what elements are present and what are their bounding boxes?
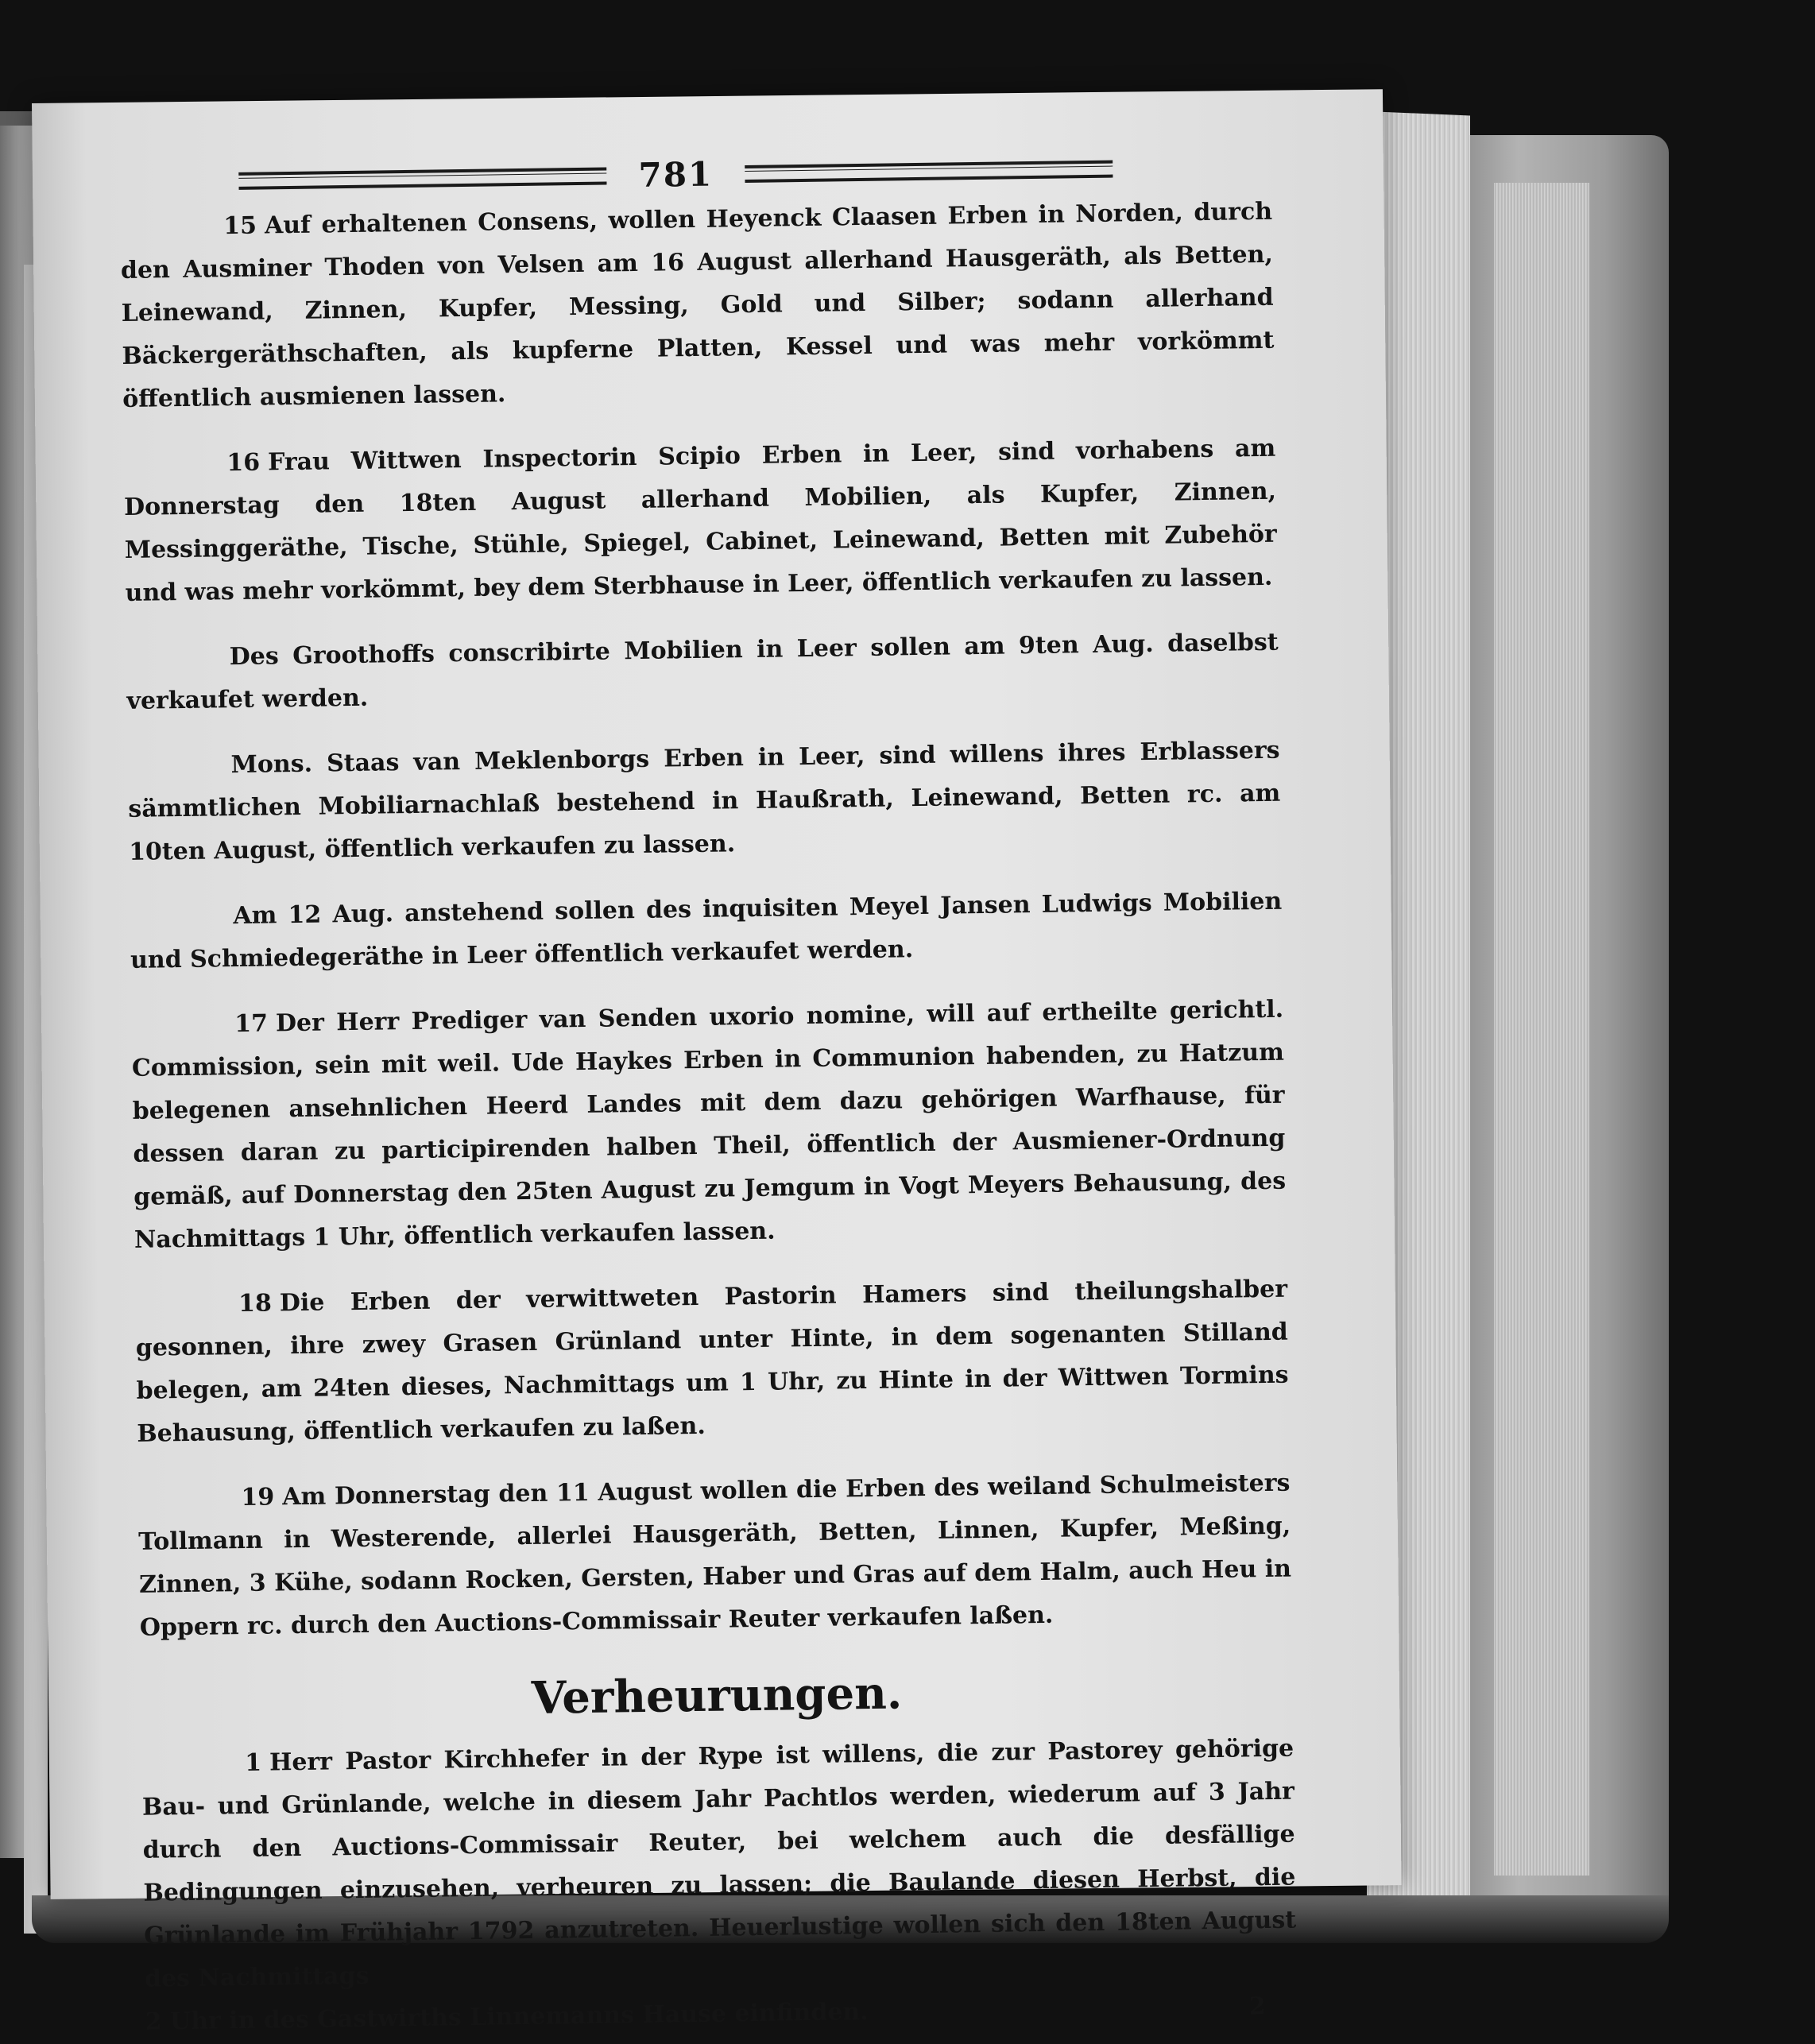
header-rule-left (238, 167, 606, 189)
notice-entry (135, 1268, 1290, 1456)
last-line: 2 Uhr in des Gastwirths Linnemanns Hause einfinden. (145, 1998, 869, 2036)
notice-entry (126, 621, 1279, 723)
section-title: Verheurungen. (531, 1667, 903, 1725)
page-number: 781 (638, 154, 714, 195)
entry-number: 15 (223, 211, 257, 241)
entry-text: Der Herr Prediger van Senden uxorio nomine, will auf ertheilte gerichtl. Commission, sein mit weil. Ude Haykes Erben in Communion habenden, zu Hatzum belegenen ansehnlichen Heerd Landes mit dem dazu gehörigen Warfhause, für dessen daran zu participirenden halben Theil, öffentlich der Ausmiener-Ordnung gemäß, auf Donnerstag den 25ten August zu Jemgum in Vogt Meyers Behausung, des Nachmittags 1 Uhr, öffentlich verkaufen lassen. (131, 995, 1287, 1254)
entry-text: Herr Pastor Kirchhefer in der Rype ist willens, die zur Pastorey gehörige Bau- und Grünlande, welche in diesem Jahr Pachtlos werden, wiederum auf 3 Jahr durch den Auctions-Commissair Reuter, bei welchem auch die desfällige Bedingungen einzusehen, verheuren zu lassen; die Baulande diesen Herbst, die Grünlande im Frühjahr 1792 anzutreten. Heuerlustige wollen sich den 18ten August des Nachmittags (141, 1734, 1297, 1993)
entry-text: Am 12 Aug. anstehend sollen des inquisiten Meyel Jansen Ludwigs Mobilien und Schmiedegeräthe in Leer öffentlich verkaufet werden. (130, 887, 1283, 974)
notice-entry (123, 428, 1278, 615)
section-entry (141, 1728, 1297, 2001)
entry-number: 18 (238, 1289, 273, 1318)
cover-page-edges (1494, 183, 1589, 1876)
notice-entry (131, 989, 1287, 1262)
entry-text: Die Erben der verwittweten Pastorin Hamers sind theilungshalber gesonnen, ihre zwey Grasen Grünland unter Hinte, in dem sogenanten Stilland belegen, am 24ten dieses, Nachmittags um 1 Uhr, zu Hinte in der Wittwen Tormins Behausung, öffentlich verkaufen zu laßen. (135, 1275, 1289, 1448)
entry-text: Auf erhaltenen Consens, wollen Heyenck Claasen Erben in Norden, durch den Ausminer Thoden von Velsen am 16 August allerhand Hausgeräth, als Betten, Leinewand, Zinnen, Kupfer, Messing, Gold und Silber; sodann allerhand Bäckergeräthschaften, als kupferne Platten, Kessel und was mehr vorkömmt öffentlich ausmienen lassen. (120, 197, 1275, 413)
entry-text: Frau Wittwen Inspectorin Scipio Erben in Leer, sind vorhabens am Donnerstag den 18ten August allerhand Mobilien, als Kupfer, Zinnen, Messinggeräthe, Tische, Stühle, Spiegel, Cabinet, Leinewand, Betten mit Zubehör und was mehr vorkömmt, bey dem Sterbhause in Leer, öffentlich verkaufen zu lassen. (123, 434, 1277, 607)
notice-entry (120, 191, 1275, 421)
entry-text: Des Groothoffs conscribirte Mobilien in Leer sollen am 9ten Aug. daselbst verkaufet werden. (126, 628, 1279, 715)
header-rule-right (745, 161, 1113, 183)
page-text-block (119, 143, 1298, 2044)
entry-number: 19 (241, 1483, 275, 1512)
notice-entry (127, 730, 1281, 874)
catchword: 2 (1248, 1992, 1266, 2021)
entry-number: 1 (244, 1748, 262, 1777)
entry-text: Am Donnerstag den 11 August wollen die Erben des weiland Schulmeisters Tollmann in Westerende, allerlei Hausgeräth, Betten, Linnen, Kupfer, Meßing, Zinnen, 3 Kühe, sodann Rocken, Gersten, Haber und Gras auf dem Halm, auch Heu in Oppern rc. durch den Auctions-Commissair Reuter verkaufen laßen. (138, 1469, 1292, 1642)
notice-entry (137, 1462, 1292, 1650)
entry-number: 16 (226, 448, 261, 478)
notice-entry (130, 881, 1283, 982)
entry-number: 17 (234, 1009, 269, 1039)
entry-text: Mons. Staas van Meklenborgs Erben in Leer, sind willens ihres Erblassers sämmtlichen Mobiliarnachlaß bestehend in Haußrath, Leinewand, Betten rc. am 10ten August, öffentlich verkaufen zu lassen. (128, 736, 1281, 866)
